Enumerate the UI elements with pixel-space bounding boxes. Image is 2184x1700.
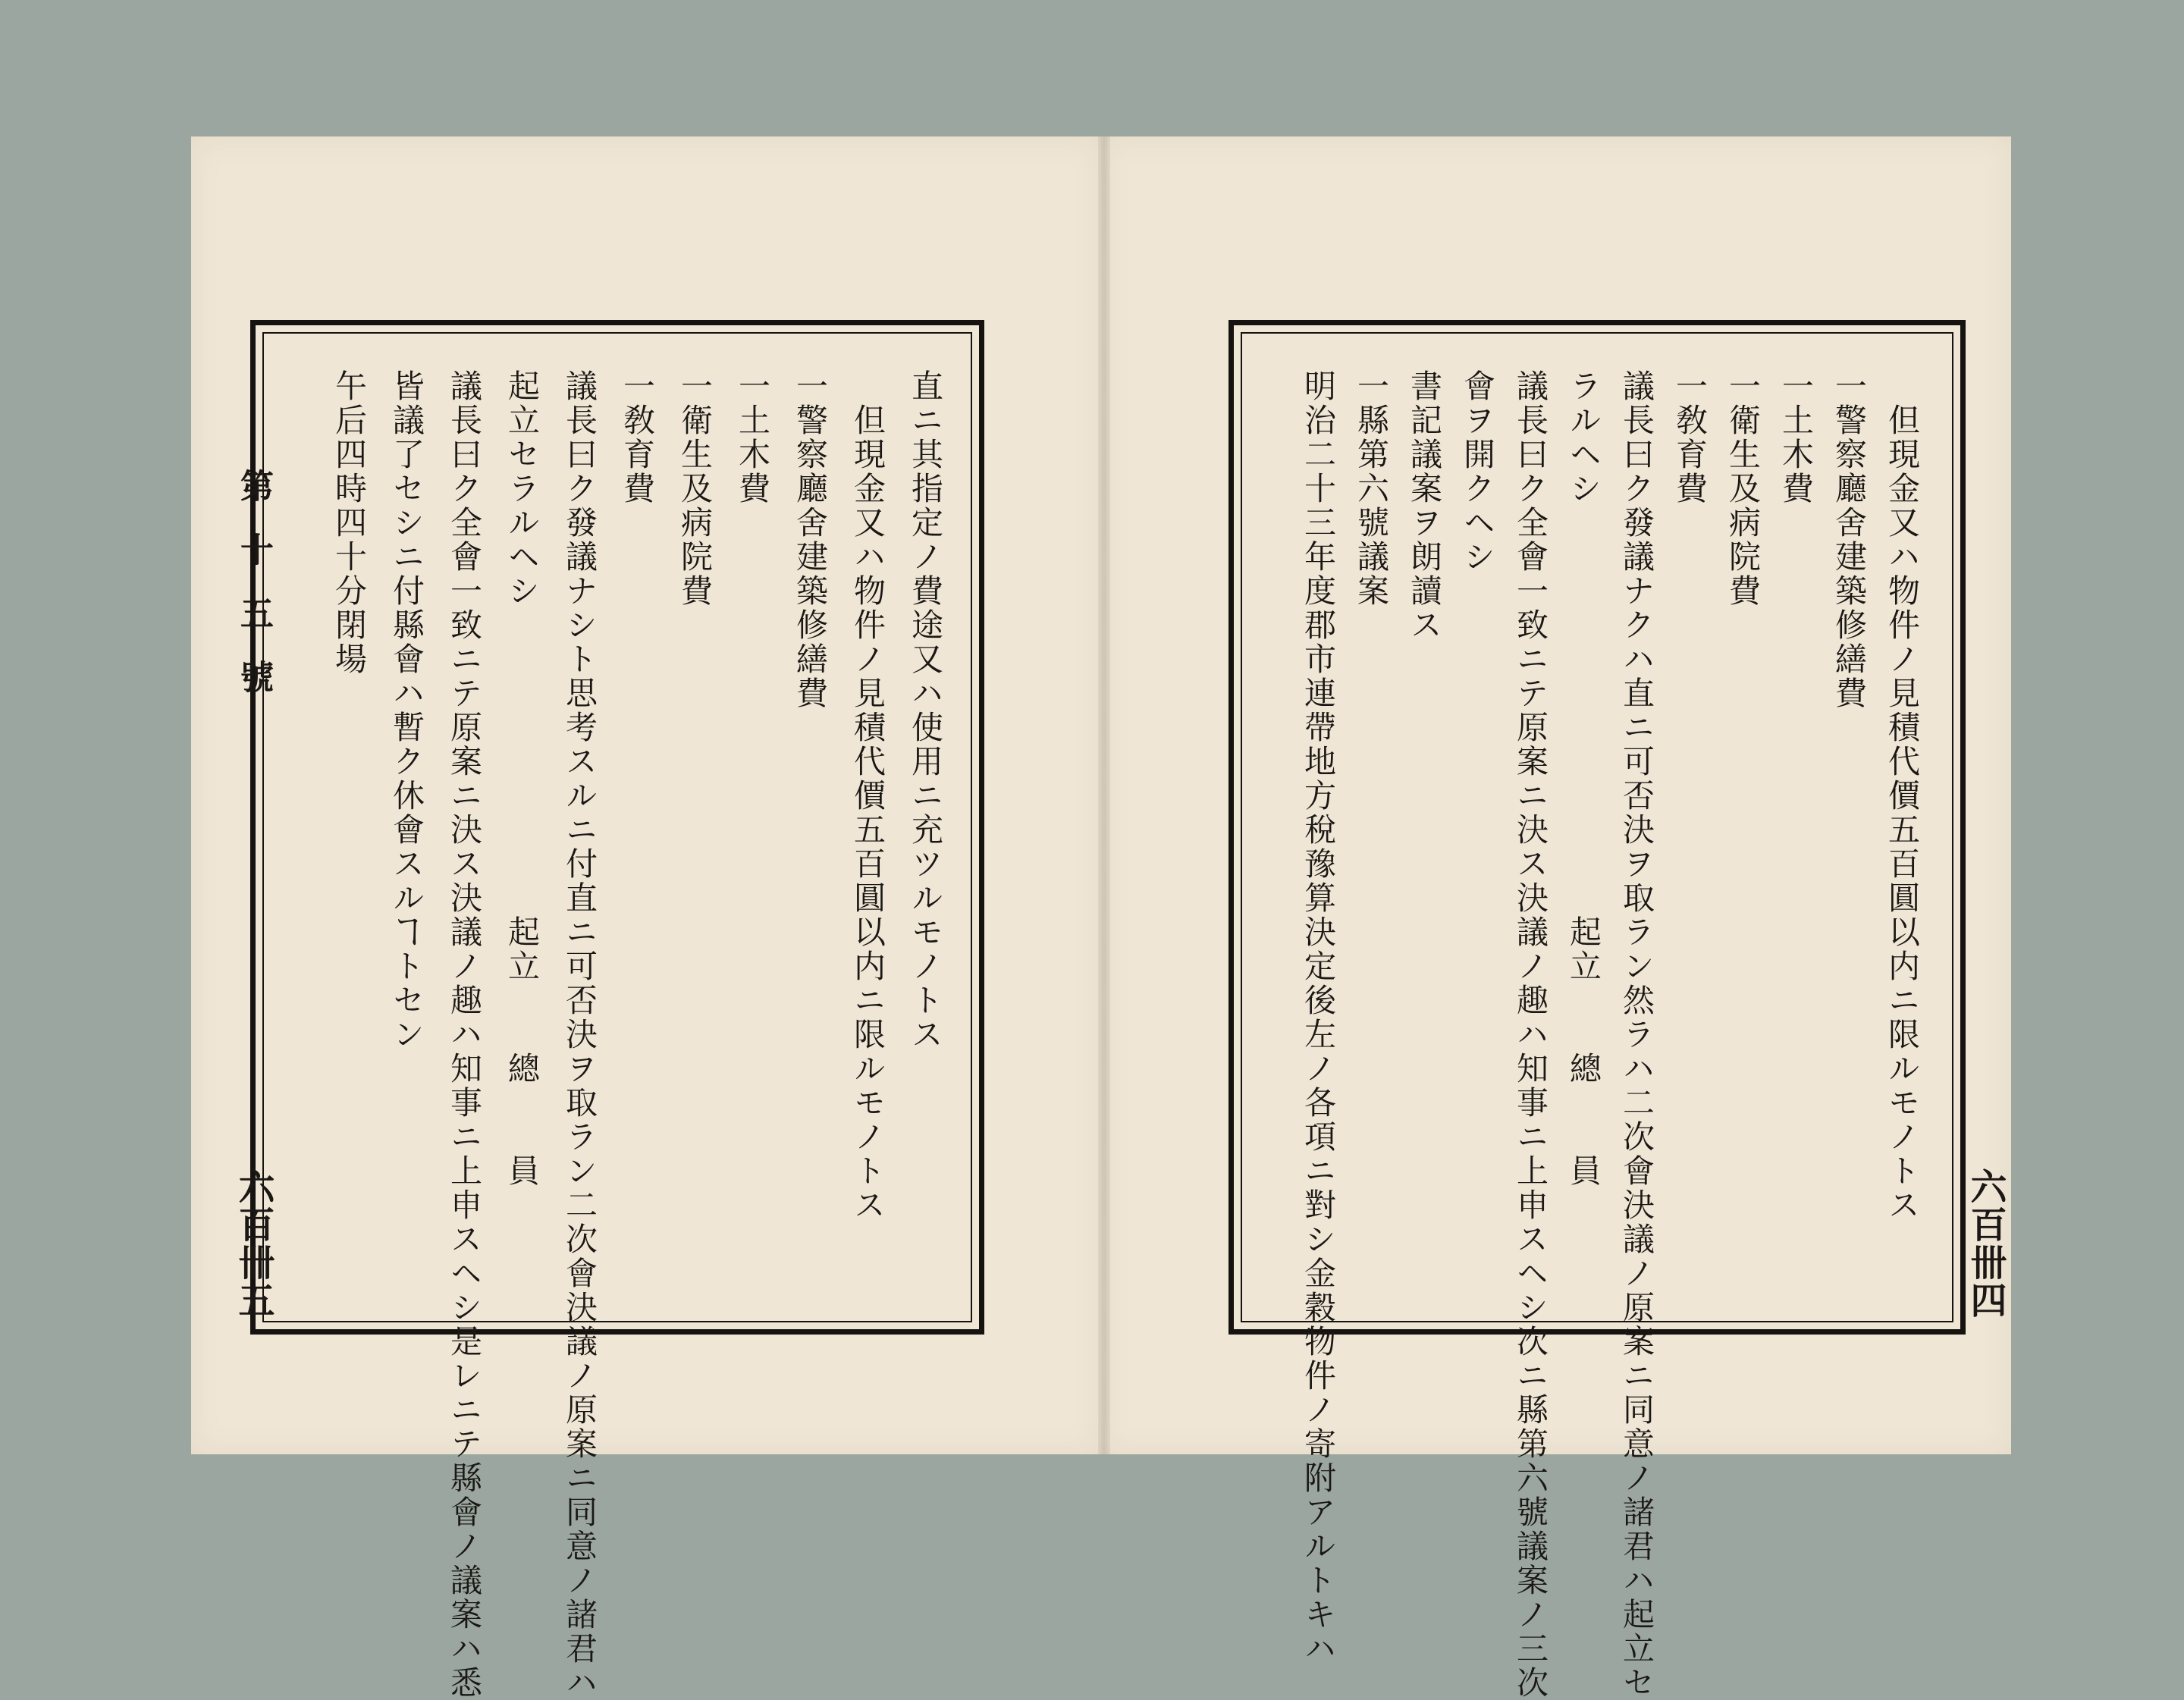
right_page-line: 書記議案ヲ朗讀ス [1406, 369, 1443, 642]
left_page-line: 起立セラルヘシ 起立 總 員 [504, 369, 541, 1188]
right_page-line: 一衛生及病院費 [1724, 369, 1762, 608]
left_page-line: 議長曰ク發議ナシト思考スルニ付直ニ可否決ヲ取ラン二次會決議ノ原案ニ同意ノ諸君ハ [561, 369, 598, 1700]
right_page-line: 明治二十三年度郡市連帶地方稅豫算決定後左ノ各項ニ對シ金穀物件ノ寄附アルトキハ [1300, 369, 1337, 1666]
left_page-line: 議長曰ク全會一致ニテ原案ニ決ス決議ノ趣ハ知事ニ上申スヘシ是レニテ縣會ノ議案ハ悉 [446, 369, 483, 1700]
right_page-line: ラルヘシ 起立 總 員 [1565, 369, 1602, 1188]
right-text-frame [1228, 320, 1966, 1700]
left_page-line: 一警察廳舍建築修繕費 [792, 369, 829, 710]
right_page-line: 會ヲ開クヘシ [1459, 369, 1496, 574]
issue-number: 第十五號 [234, 469, 273, 723]
left_page-line: 但現金又ハ物件ノ見積代價五百圓以内ニ限ルモノトス [849, 369, 886, 1222]
left_page-line: 一敎育費 [619, 369, 656, 506]
right_page-line: 議長曰ク全會一致ニテ原案ニ決ス決議ノ趣ハ知事ニ上申スヘシ次ニ縣第六號議案ノ三次 [1512, 369, 1549, 1700]
right_page-line: 但現金又ハ物件ノ見積代價五百圓以内ニ限ルモノトス [1884, 369, 1921, 1222]
left_page-line: 皆議了セシニ付縣會ハ暫ク休會スルヿトセン [388, 369, 425, 1052]
left-folio: 六百卌五 [232, 1168, 275, 1319]
left-text-frame [250, 320, 984, 1700]
right_page-line: 一敎育費 [1671, 369, 1709, 506]
right-folio: 六百卌四 [1964, 1168, 2007, 1319]
left_page-line: 一土木費 [734, 369, 771, 506]
book-gutter [1098, 136, 1110, 1454]
left_page-line: 直ニ其指定ノ費途又ハ使用ニ充ツルモノトス [907, 369, 944, 1052]
right_page-line: 一縣第六號議案 [1353, 369, 1390, 608]
right_page-line: 一警察廳舍建築修繕費 [1831, 369, 1868, 710]
right_page-line: 一土木費 [1778, 369, 1815, 506]
left_page-line: 午后四時四十分閉場 [331, 369, 368, 676]
right_page-line: 議長曰ク發議ナクハ直ニ可否決ヲ取ラン然ラハ二次會決議ノ原案ニ同意ノ諸君ハ起立セ [1618, 369, 1655, 1700]
left_page-line: 一衛生及病院費 [676, 369, 714, 608]
